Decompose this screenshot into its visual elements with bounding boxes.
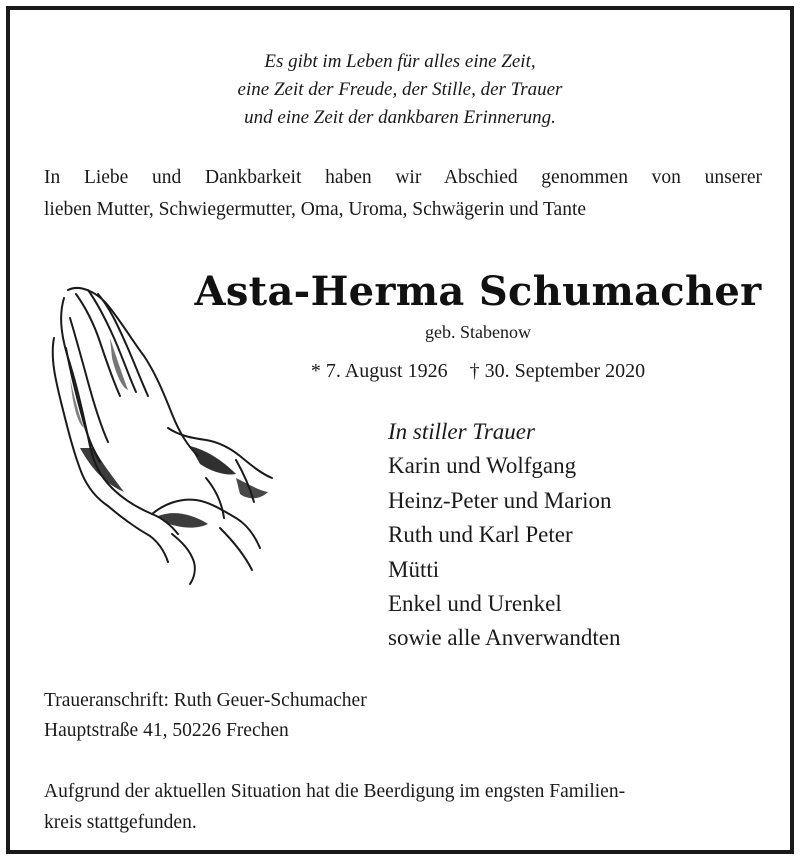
death-date: † 30. September 2020 xyxy=(469,360,646,382)
verse-line: eine Zeit der Freude, der Stille, der Trauer xyxy=(237,79,563,100)
mourner-name: Mütti xyxy=(388,556,440,582)
mourner-name: Heinz-Peter und Marion xyxy=(388,487,612,513)
intro-text xyxy=(44,162,762,226)
birth-name: geb. Stabenow xyxy=(425,322,531,342)
obituary-frame xyxy=(6,6,794,854)
mourning-address xyxy=(44,686,744,746)
mourners xyxy=(388,415,768,656)
note-line: Aufgrund der aktuellen Situation hat die Beerdigung im engsten Familien- xyxy=(44,781,626,802)
mourner-name: Karin und Wolfgang xyxy=(388,453,577,479)
intro-line: lieben Mutter, Schwiegermutter, Oma, Uroma, Schwägerin und Tante xyxy=(44,199,587,220)
mourner-name: Enkel und Urenkel xyxy=(388,591,562,617)
mourners-heading: In stiller Trauer xyxy=(388,419,535,444)
note-line: kreis stattgefunden. xyxy=(44,812,197,833)
verse-line: Es gibt im Leben für alles eine Zeit, xyxy=(264,51,536,72)
deceased-name: Asta-Herma Schumacher xyxy=(194,268,762,315)
verse xyxy=(10,48,790,132)
life-dates xyxy=(178,360,778,383)
mourner-name: Ruth und Karl Peter xyxy=(388,522,573,548)
address-line: Hauptstraße 41, 50226 Frechen xyxy=(44,720,289,741)
verse-line: und eine Zeit der dankbaren Erinnerung. xyxy=(244,107,556,128)
mourner-name: sowie alle Anverwandten xyxy=(388,625,621,651)
intro-line: In Liebe und Dankbarkeit haben wir Abschied genommen von unserer xyxy=(44,167,762,188)
address-line: Traueranschrift: Ruth Geuer-Schumacher xyxy=(44,690,367,711)
birth-date: * 7. August 1926 xyxy=(310,360,448,382)
funeral-note xyxy=(44,776,762,838)
